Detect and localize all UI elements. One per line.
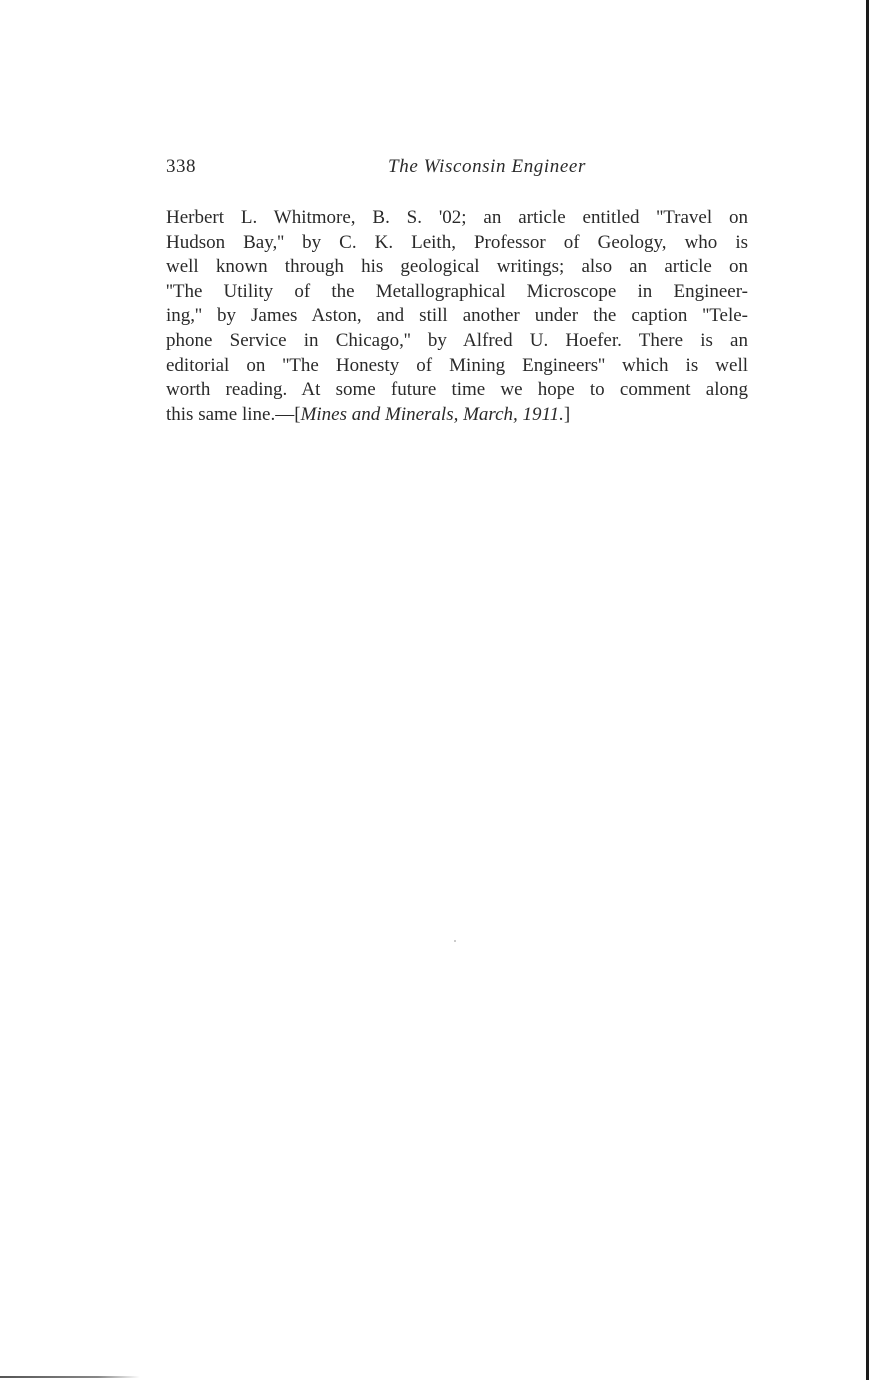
citation-source: Mines and Minerals, March, 1911. bbox=[300, 403, 564, 425]
text-line: Hudson Bay,'' by C. K. Leith, Professor of Geology, who is bbox=[166, 231, 748, 253]
page-number: 338 bbox=[166, 156, 196, 177]
text-line: phone Service in Chicago,'' by Alfred U. Hoefer. There is an bbox=[166, 329, 748, 351]
body-paragraph bbox=[166, 206, 748, 427]
text-line-last bbox=[166, 403, 748, 428]
scan-edge-right bbox=[866, 0, 869, 1380]
text-line: Herbert L. Whitmore, B. S. '02; an article entitled ''Travel on bbox=[166, 207, 748, 228]
text-line: ''The Utility of the Metallographical Microscope in Engineer- bbox=[166, 280, 748, 302]
journal-title: The Wisconsin Engineer bbox=[388, 156, 586, 177]
last-line-start: this same line.—[ bbox=[166, 403, 301, 425]
last-line-end: ] bbox=[563, 403, 571, 425]
text-line: ing,'' by James Aston, and still another under the caption ''Tele- bbox=[166, 305, 748, 327]
scan-edge-bottom bbox=[0, 1376, 140, 1378]
text-line: editorial on ''The Honesty of Mining Engineers'' which is well bbox=[166, 354, 748, 376]
text-line: worth reading. At some future time we hope to comment along bbox=[166, 379, 748, 401]
text-line: well known through his geological writings; also an article on bbox=[166, 256, 748, 278]
scan-speck bbox=[454, 940, 456, 942]
running-head bbox=[166, 154, 748, 182]
